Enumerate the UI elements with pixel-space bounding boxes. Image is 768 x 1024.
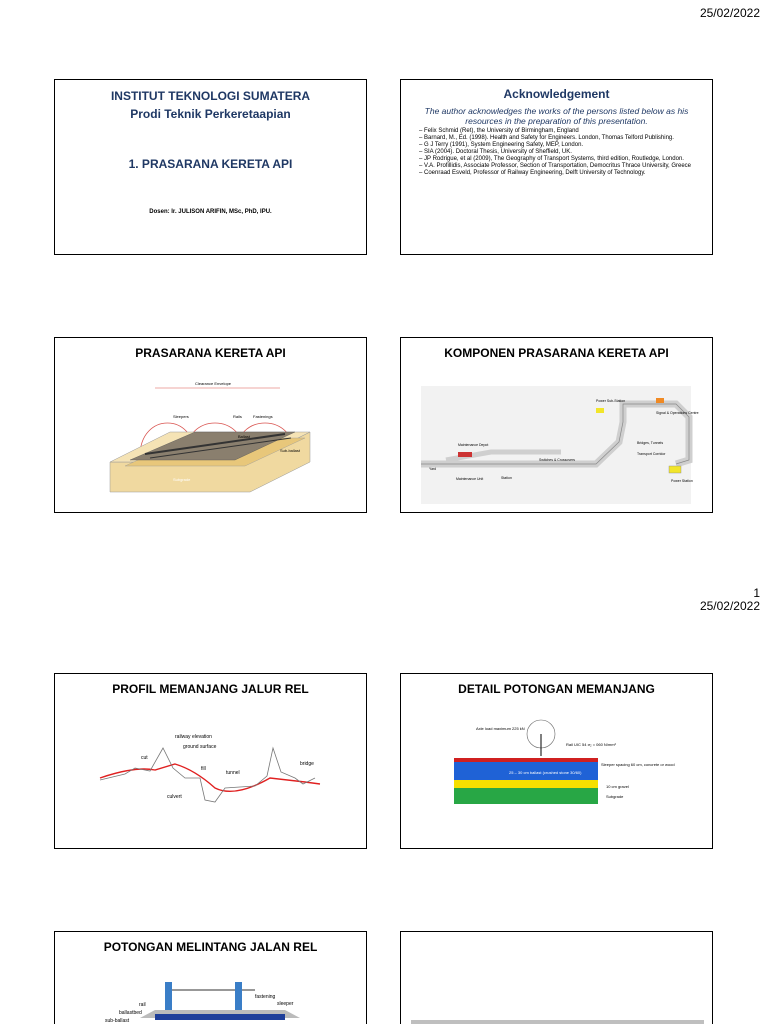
- label-switches: Switches & Crossovers: [539, 458, 575, 462]
- label-axle-load: Axle load maximum 225 kN: [476, 726, 525, 731]
- slide-title-text: POTONGAN MELINTANG JALAN REL: [103, 940, 318, 954]
- label-bridge: bridge: [300, 761, 314, 767]
- label-fastening: fastening: [255, 994, 276, 1000]
- label-ballastbed: ballastbed: [119, 1010, 142, 1016]
- label-maintenance-unit: Maintenance Unit: [456, 477, 484, 481]
- label-sub-ballast: sub-ballast: [105, 1018, 130, 1024]
- course-heading: 1. PRASARANA KERETA API: [128, 157, 293, 171]
- ack-intro: The author acknowledges the works of the persons listed below as his resources in the preparation of this presentation.: [424, 106, 689, 126]
- label-sleepers: Sleepers: [173, 414, 189, 419]
- institute-name: INSTITUT TEKNOLOGI SUMATERA: [110, 89, 311, 103]
- label-rail: rail: [139, 1002, 146, 1008]
- longitudinal-profile-diagram: [55, 708, 366, 848]
- label-ballast: 25 – 30 cm ballast (crushed stone 30/60): [509, 770, 582, 775]
- slide-potongan-melintang: [54, 931, 367, 1024]
- ack-title: Acknowledgement: [503, 87, 610, 101]
- label-signal-ops: Signal & Operations Centre: [656, 411, 699, 415]
- label-subgrade: Subgrade: [173, 477, 191, 482]
- program-name: Prodi Teknik Perkeretaapian: [130, 107, 291, 121]
- label-fastenings: Fastenings: [253, 414, 273, 419]
- label-bridges-tunnels: Bridges, Tunnels: [637, 441, 664, 445]
- label-gravel: 10 cm gravel: [606, 784, 629, 789]
- list-item: – G J Terry (1991), System Engineering Safety, MEP, London.: [419, 142, 584, 148]
- list-item: – Coenraad Esveld, Professor of Railway Engineering, Delft University of Technology.: [419, 170, 646, 176]
- slide-title: [54, 79, 367, 255]
- label-power-station: Power Station: [671, 479, 693, 483]
- content-bar: [411, 1020, 704, 1024]
- track-structure-diagram: [55, 372, 366, 512]
- page-number: 1: [753, 586, 760, 600]
- slide-prasarana: [54, 337, 367, 513]
- label-tunnel: tunnel: [226, 770, 240, 776]
- slide-detail-potongan: [400, 673, 713, 849]
- list-item: – Barnard, M., Ed. (1998). Health and Safety for Engineers. London, Thomas Telford Publishing.: [419, 135, 674, 141]
- label-ballast: Ballast: [238, 434, 251, 439]
- label-culvert: culvert: [167, 794, 182, 800]
- label-maintenance-depot: Maintenance Depot: [458, 443, 489, 447]
- track-section-diagram: [401, 708, 712, 848]
- label-transport-corridor: Transport Corridor: [637, 452, 666, 456]
- list-item: – V.A. Profillidis, Associate Professor, Section of Transportation, Democritus Thrace University, Greece: [419, 163, 692, 169]
- slide-title-text: DETAIL POTONGAN MEMANJANG: [458, 682, 655, 696]
- label-subgrade: Subgrade: [606, 794, 624, 799]
- label-sub-ballast: Sub-ballast: [280, 448, 301, 453]
- list-item: – Felix Schmid (Ret), the University of Birmingham, England: [419, 128, 579, 134]
- label-sleeper: sleeper: [277, 1001, 294, 1007]
- label-ground-surface: ground surface: [183, 744, 217, 750]
- slide-title-text: PROFIL MEMANJANG JALUR REL: [112, 682, 309, 696]
- label-clearance-envelope: Clearance Envelope: [195, 381, 232, 386]
- label-sleeper: Sleeper spacing 60 cm, concrete or wood: [601, 762, 675, 767]
- slide-title-text: PRASARANA KERETA API: [135, 346, 286, 360]
- label-yard: Yard: [429, 467, 437, 471]
- label-rails: Rails: [233, 414, 242, 419]
- slide-title-text: KOMPONEN PRASARANA KERETA API: [444, 346, 669, 360]
- list-item: – SIA (2004). Doctoral Thesis, University of Sheffield, UK.: [419, 149, 572, 155]
- list-item: – JP Rodrigue, et al (2009), The Geography of Transport Systems, third edition, Routledge, London.: [419, 156, 684, 162]
- lecturer-name: Dosen: Ir. JULISON ARIFIN, MSc, PhD, IPU.: [149, 209, 272, 215]
- label-cut: cut: [141, 755, 148, 761]
- cross-section-diagram: [55, 962, 366, 1024]
- page-date-mid: 25/02/2022: [699, 599, 760, 613]
- slide-komponen: [400, 337, 713, 513]
- label-station: Station: [501, 476, 512, 480]
- page-date-top: 25/02/2022: [699, 6, 760, 20]
- slide-acknowledgement: [400, 79, 713, 255]
- label-railway-elevation: railway elevation: [175, 734, 212, 740]
- label-fill: fill: [201, 766, 206, 772]
- rail-network-diagram: [401, 372, 712, 512]
- slide-profil: [54, 673, 367, 849]
- ack-list: [401, 128, 712, 177]
- label-rail: Rail UIC 54 σ₂ = 060 N/mm²: [566, 742, 616, 747]
- label-power-substation: Power Sub-Station: [596, 399, 626, 403]
- slide-blank: [400, 931, 713, 1024]
